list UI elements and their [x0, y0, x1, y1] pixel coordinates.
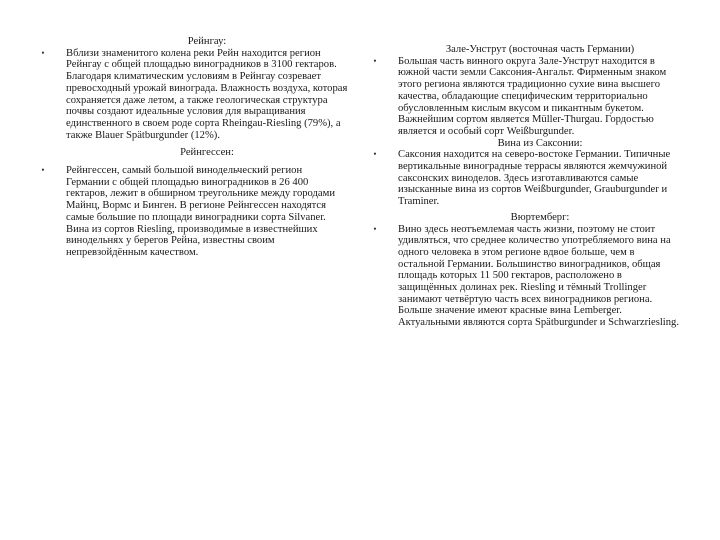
- list-item: [41, 165, 348, 259]
- saxony-paragraph: Саксония находится на северо-востоке Германии. Типичные вертикальные виноградные террасы являются жемчужиной саксонских виноделов. Здесь изготавливаются самые изысканные вина из сортов Weißburgunder, Grauburgunder и Traminer.: [398, 149, 671, 208]
- bullet: •: [373, 55, 377, 66]
- list-item: [373, 55, 682, 138]
- right-column: [373, 36, 682, 329]
- bullet: •: [373, 223, 377, 234]
- saale-unstrut-heading: Зале-Унструт (восточная часть Германии): [445, 44, 635, 55]
- rheinhessen-heading: Рейнгессен:: [180, 147, 234, 159]
- wurttemberg-heading: Вюртемберг:: [510, 211, 570, 223]
- bullet: •: [373, 149, 377, 160]
- bullet: •: [41, 47, 45, 58]
- left-column: [41, 36, 348, 259]
- list-item: [373, 223, 682, 329]
- list-item: [373, 149, 682, 208]
- saxony-heading: Вина из Саксонии:: [497, 137, 583, 149]
- rheingau-heading: Рейнгау:: [187, 36, 227, 47]
- rheinhessen-paragraph: Рейнгессен, самый большой винодельческий регион Германии с общей площадью виноградников в 26 400 гектаров, лежит в обширном треугольнике между городами Майнц, Вормс и Бинген. В регионе Рейнгессен находятся самые большие по площади виноградники сорта Silvaner. Вина из сортов Riesling, производимые в известнейших винодельнях у берегов Рейна, известны своим непревзойдённым качеством.: [66, 165, 336, 258]
- wurttemberg-paragraph: Вино здесь неотъемлемая часть жизни, поэтому не стоит удивляться, что среднее количество употребляемого вина на одного человека в этом регионе вдвое больше, чем в остальной Германии. Большинство виноградников, общая площадь которых 11 500 гектаров, расположено в защищённых долинах рек. Riesling и тёмный Trollinger занимают четвёртую часть всех виноградников региона. Больше значение имеют красные вина Lemberger. Актуальными являются сорта Spätburgunder и Schwarzriesling.: [398, 223, 679, 329]
- bullet: •: [41, 165, 45, 176]
- list-item: [41, 47, 348, 142]
- saale-unstrut-paragraph: Большая часть винного округа Зале-Унструт находится в южной части земли Саксония-Ангальт. Фирменным знаком этого региона являются традиционно сухие вина высшего качества, обладающие специфическим территориально обусловленным кислым вкусом и пикантным букетом. Важнейшим сортом является Müller-Thurgau. Гордостью является и особый сорт Weißburgunder.: [398, 55, 667, 137]
- rheingau-paragraph: Вблизи знаменитого колена реки Рейн находится регион Рейнгау с общей площадью виноградников в 3100 гектаров. Благодаря климатическим условиям в Рейнгау созревает превосходный урожай винограда. Влажность воздуха, которая сохраняется даже летом, а также геологическая структура почвы создают идеальные условия для выращивания единственного в своем роде сорта Rheingau-Riesling (79%), а также Blauer Spätburgunder (12%).: [66, 47, 348, 141]
